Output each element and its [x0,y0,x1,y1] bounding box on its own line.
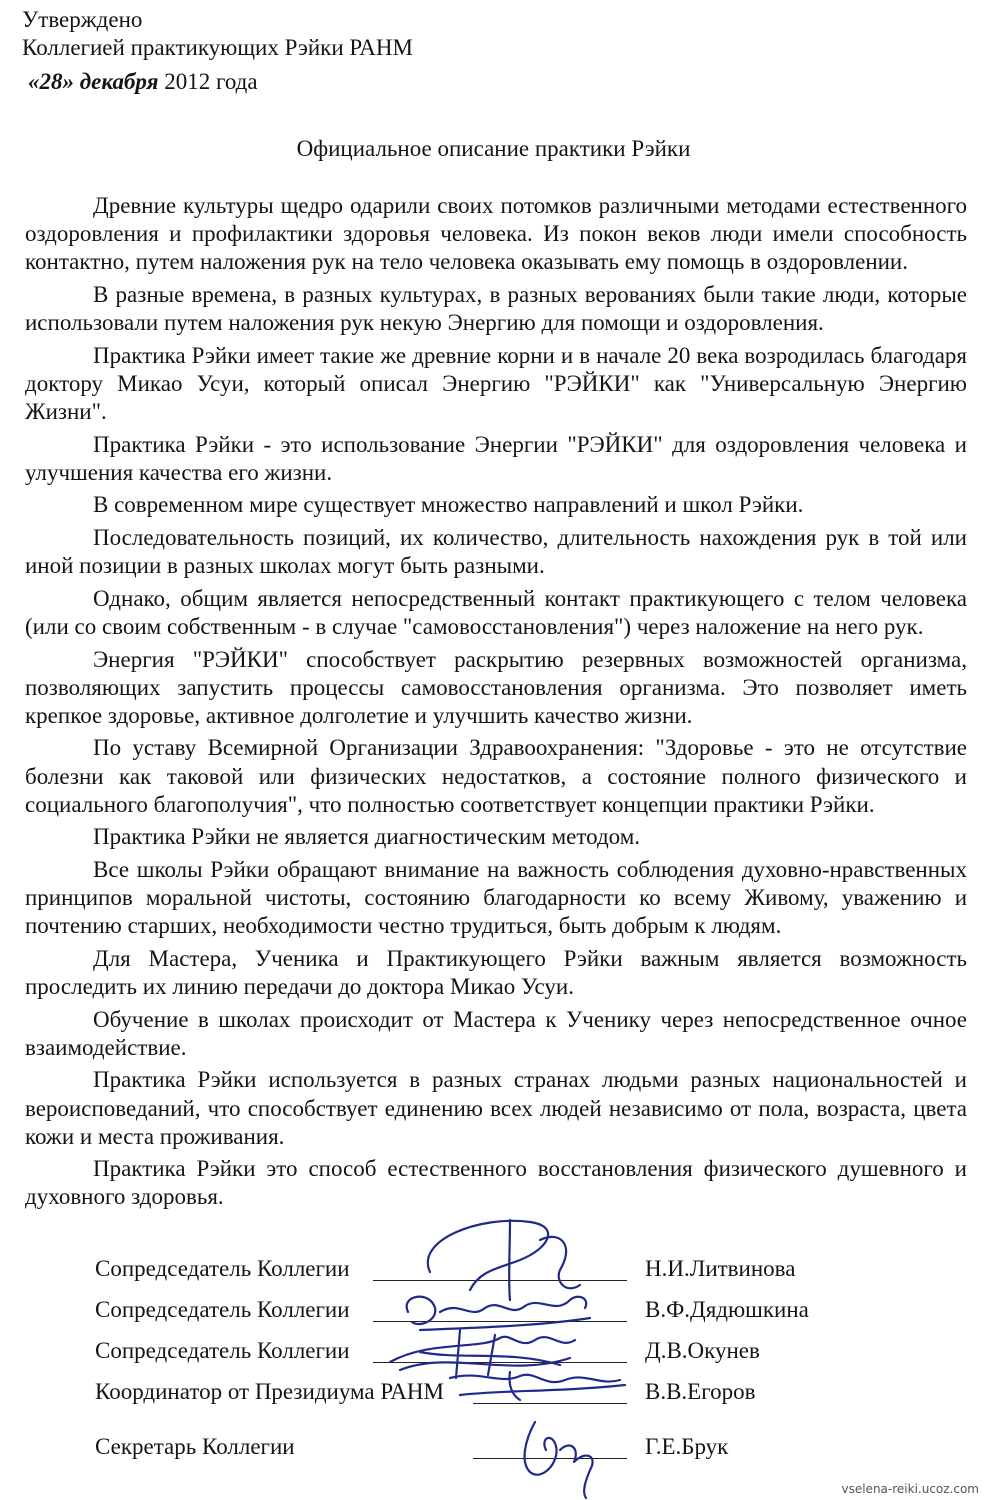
paragraph: Все школы Рэйки обращают внимание на важность соблюдения духовно-нравственных принципов моральной чистоты, состоянию благодарности ко всему Живому, уважению и почтению старших, необходимости честно трудиться, быть добрым к людям. [25,857,967,939]
signatory-role: Сопредседатель Коллегии [95,1297,350,1322]
signatory-name: В.Ф.Дядюшкина [645,1297,809,1322]
document-body [25,192,967,1216]
paragraph: Обучение в школах происходит от Мастера к Ученику через непосредственное очное взаимодействие. [25,1006,967,1060]
signature-block [95,1256,855,1475]
paragraph: В разные времена, в разных культурах, в разных верованиях были такие люди, которые использовали путем наложения рук некую Энергию для помощи и оздоровления. [25,281,967,335]
signatory-role: Координатор от Президиума РАНМ [95,1379,444,1404]
signatory-name: Г.Е.Брук [645,1434,729,1459]
signature-row [95,1338,855,1379]
paragraph: Однако, общим является непосредственный контакт практикующего с телом человека (или со своим собственным - в случае "самовосстановления") через наложение на него рук. [25,585,967,639]
paragraph: Практика Рэйки - это использование Энергии "РЭЙКИ" для оздоровления человека и улучшения качества его жизни. [25,431,967,485]
document-title: Официальное описание практики Рэйки [296,136,691,161]
date-year: 2012 года [164,69,258,94]
signature-line [473,1458,627,1459]
approved-by: Коллегией практикующих Рэйки РАНМ [22,35,413,60]
signature-line [373,1362,627,1363]
signature-line [373,1280,627,1281]
signature-row [95,1297,855,1338]
paragraph: Энергия "РЭЙКИ" способствует раскрытию резервных возможностей организма, позволяющих запустить процессы самовосстановления организма. Это позволяет иметь крепкое здоровье, активное долголетие и улучшить качество жизни. [25,646,967,728]
signatory-name: В.В.Егоров [645,1379,756,1404]
signatory-name: Д.В.Окунев [645,1338,760,1363]
paragraph: Последовательность позиций, их количество, длительность нахождения рук в той или иной позиции в разных школах могут быть разными. [25,525,967,579]
signatory-role: Секретарь Коллегии [95,1434,295,1459]
watermark: vselena-reiki.ucoz.com [841,1482,979,1496]
signature-row [95,1379,855,1420]
date-day: «28» [28,69,74,94]
paragraph: Практика Рэйки это способ естественного восстановления физического душевного и духовного здоровья. [25,1156,967,1210]
signature-line [473,1403,627,1404]
paragraph: Древние культуры щедро одарили своих потомков различными методами естественного оздоровления и профилактики здоровья человека. Из покон веков люди имели способность контактно, путем наложения рук на тело человека оказывать ему помощь в оздоровлении. [25,193,967,275]
approval-block [22,6,413,96]
approval-date [28,68,413,96]
signatory-role: Сопредседатель Коллегии [95,1256,350,1281]
paragraph: Практика Рэйки не является диагностическим методом. [93,824,641,850]
approved-label: Утверждено [22,7,143,32]
paragraph: Практика Рэйки используется в разных странах людьми разных национальностей и вероисповеданий, что способствует единению всех людей независимо от пола, возраста, цвета кожи и места проживания. [25,1067,967,1149]
signatory-role: Сопредседатель Коллегии [95,1338,350,1363]
paragraph: По уставу Всемирной Организации Здравоохранения: "Здоровье - это не отсутствие болезни как таковой или физических недостатков, а состояние полного физического и социального благополучия", что полностью соответствует концепции практики Рэйки. [25,735,967,817]
paragraph: Практика Рэйки имеет такие же древние корни и в начале 20 века возродилась благодаря доктору Микао Усуи, который описал Энергию "РЭЙКИ" как "Универсальную Энергию Жизни". [25,342,967,424]
signature-row [95,1434,855,1475]
paragraph: Для Мастера, Ученика и Практикующего Рэйки важным является возможность проследить их линию передачи до доктора Микао Усуи. [25,945,967,999]
signature-line [373,1321,627,1322]
signature-row [95,1256,855,1297]
paragraph: В современном мире существует множество направлений и школ Рэйки. [93,492,804,518]
signatory-name: Н.И.Литвинова [645,1256,796,1281]
date-month: декабря [79,69,159,94]
